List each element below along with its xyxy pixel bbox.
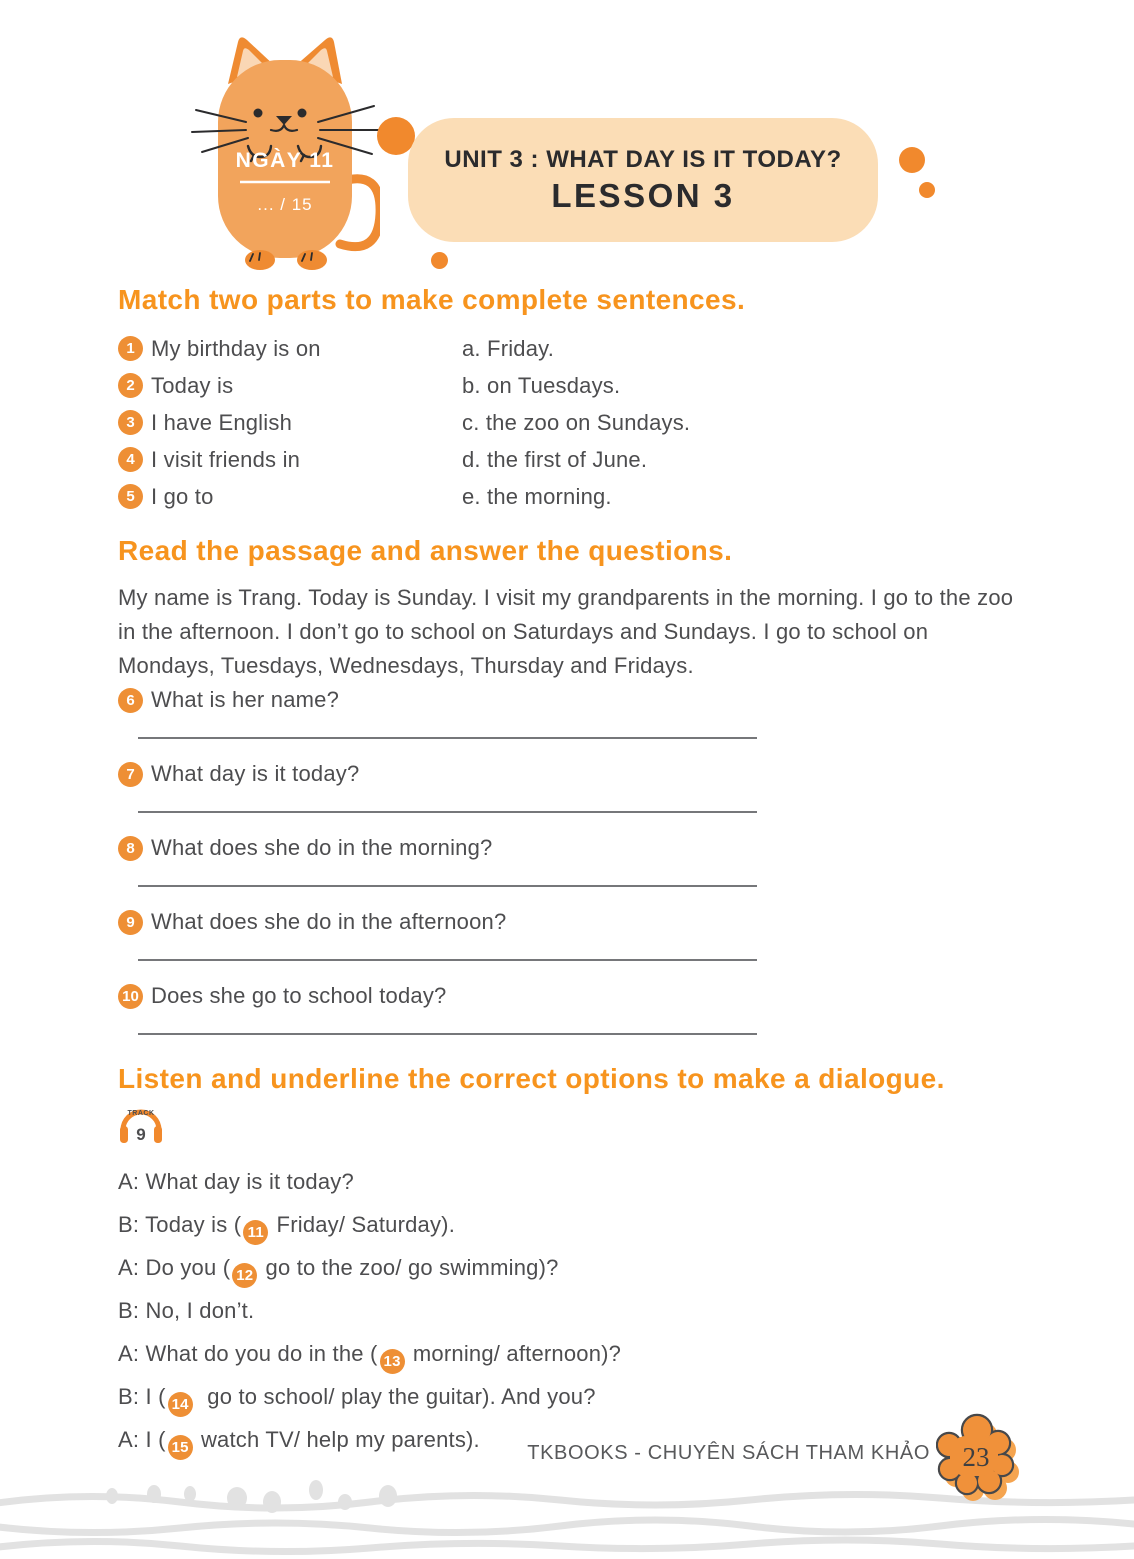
question-row bbox=[118, 983, 1016, 1009]
day-label: NGÀY 11 bbox=[235, 149, 335, 172]
item-number-badge: 4 bbox=[118, 447, 143, 472]
decor-dot-bottom bbox=[431, 252, 448, 269]
option-number-badge: 12 bbox=[232, 1263, 257, 1288]
match-list bbox=[118, 336, 1016, 509]
dialogue-text: go to school/ play the guitar). And you? bbox=[194, 1384, 596, 1409]
option-number-badge: 14 bbox=[168, 1392, 193, 1417]
decor-dot-small bbox=[919, 182, 935, 198]
title-bubble bbox=[408, 118, 878, 242]
answer-blank-line bbox=[138, 811, 757, 813]
dialogue-text: morning/ afternoon)? bbox=[406, 1341, 622, 1366]
dialogue-text: A: Do you ( bbox=[118, 1255, 231, 1280]
dialogue-text: B: Today is ( bbox=[118, 1212, 242, 1237]
track-label: TRACK bbox=[127, 1110, 155, 1117]
item-number-badge: 3 bbox=[118, 410, 143, 435]
dialogue-text: B: No, I don’t. bbox=[118, 1298, 255, 1323]
dialogue-text: A: What day is it today? bbox=[118, 1169, 354, 1194]
question-text: What is her name? bbox=[151, 687, 340, 712]
dialogue-line bbox=[118, 1375, 1016, 1418]
question-number-badge: 9 bbox=[118, 910, 143, 935]
page-number-cloud bbox=[936, 1410, 1020, 1502]
match-row bbox=[118, 447, 1016, 472]
match-left-text: I have English bbox=[151, 409, 292, 435]
match-row bbox=[118, 410, 1016, 435]
score-label: ... / 15 bbox=[257, 195, 313, 214]
match-right-text: d. the first of June. bbox=[462, 446, 648, 472]
lesson-title: LESSON 3 bbox=[551, 176, 735, 214]
question-block bbox=[118, 909, 1016, 961]
question-row bbox=[118, 761, 1016, 787]
answer-blank-line bbox=[138, 959, 757, 961]
dialogue-text: A: What do you do in the ( bbox=[118, 1341, 378, 1366]
match-left-text: I go to bbox=[151, 483, 214, 509]
answer-blank-line bbox=[138, 737, 757, 739]
publisher-imprint: TKBOOKS - CHUYÊN SÁCH THAM KHẢO bbox=[527, 1442, 930, 1464]
cat-mascot-icon bbox=[190, 34, 380, 270]
match-row bbox=[118, 336, 1016, 361]
question-text: What does she do in the morning? bbox=[151, 835, 493, 860]
dialogue-line bbox=[118, 1246, 1016, 1289]
dialogue-line bbox=[118, 1332, 1016, 1375]
match-section-heading: Match two parts to make complete sentences. bbox=[118, 284, 746, 315]
match-left-text: I visit friends in bbox=[151, 446, 301, 472]
question-text: What does she do in the afternoon? bbox=[151, 909, 507, 934]
match-row bbox=[118, 373, 1016, 398]
reading-passage: My name is Trang. Today is Sunday. I visit my grandparents in the morning. I go to the zoo in the afternoon. I don’t go to school on Saturdays and Sundays. I go to school on Mondays, Tuesdays, Wednesdays, Thursday and Fridays. bbox=[118, 585, 1014, 678]
dialogue-block bbox=[118, 1160, 1016, 1461]
match-left-text: Today is bbox=[151, 372, 234, 398]
option-number-badge: 15 bbox=[168, 1435, 193, 1460]
dialogue-text: B: I ( bbox=[118, 1384, 166, 1409]
question-text: Does she go to school today? bbox=[151, 983, 447, 1008]
question-row bbox=[118, 835, 1016, 861]
listening-section-heading: Listen and underline the correct options to make a dialogue. bbox=[118, 1063, 945, 1094]
answer-blank-line bbox=[138, 1033, 757, 1035]
answer-blank-line bbox=[138, 885, 757, 887]
match-left-text: My birthday is on bbox=[151, 335, 321, 361]
question-block bbox=[118, 761, 1016, 813]
track-number: 9 bbox=[136, 1125, 146, 1144]
cat-mascot-illustration bbox=[190, 34, 380, 270]
question-block bbox=[118, 835, 1016, 887]
dialogue-text: Friday/ Saturday). bbox=[270, 1212, 456, 1237]
page-content bbox=[118, 284, 1016, 1461]
item-number-badge: 2 bbox=[118, 373, 143, 398]
question-number-badge: 7 bbox=[118, 762, 143, 787]
question-row bbox=[118, 909, 1016, 935]
dialogue-line bbox=[118, 1289, 1016, 1332]
match-right-text: a. Friday. bbox=[462, 335, 555, 361]
question-list bbox=[118, 687, 1016, 1035]
question-block bbox=[118, 983, 1016, 1035]
dialogue-line bbox=[118, 1160, 1016, 1203]
item-number-badge: 5 bbox=[118, 484, 143, 509]
match-row bbox=[118, 484, 1016, 509]
match-right-text: e. the morning. bbox=[462, 483, 612, 509]
option-number-badge: 11 bbox=[243, 1220, 268, 1245]
question-number-badge: 6 bbox=[118, 688, 143, 713]
option-number-badge: 13 bbox=[380, 1349, 405, 1374]
dialogue-text: A: I ( bbox=[118, 1427, 166, 1452]
item-number-badge: 1 bbox=[118, 336, 143, 361]
question-block bbox=[118, 687, 1016, 739]
question-number-badge: 10 bbox=[118, 984, 143, 1009]
dialogue-line bbox=[118, 1203, 1016, 1246]
unit-title: UNIT 3 : WHAT DAY IS IT TODAY? bbox=[444, 145, 842, 173]
headphones-track-icon bbox=[118, 1095, 164, 1147]
question-number-badge: 8 bbox=[118, 836, 143, 861]
reading-section-heading: Read the passage and answer the questions. bbox=[118, 535, 733, 566]
dialogue-text: watch TV/ help my parents). bbox=[194, 1427, 480, 1452]
decor-dot-medium bbox=[899, 147, 925, 173]
match-right-text: b. on Tuesdays. bbox=[462, 372, 621, 398]
page-number: 23 bbox=[962, 1442, 990, 1472]
dialogue-text: go to the zoo/ go swimming)? bbox=[259, 1255, 559, 1280]
match-right-text: c. the zoo on Sundays. bbox=[462, 409, 691, 435]
question-text: What day is it today? bbox=[151, 761, 360, 786]
question-row bbox=[118, 687, 1016, 713]
